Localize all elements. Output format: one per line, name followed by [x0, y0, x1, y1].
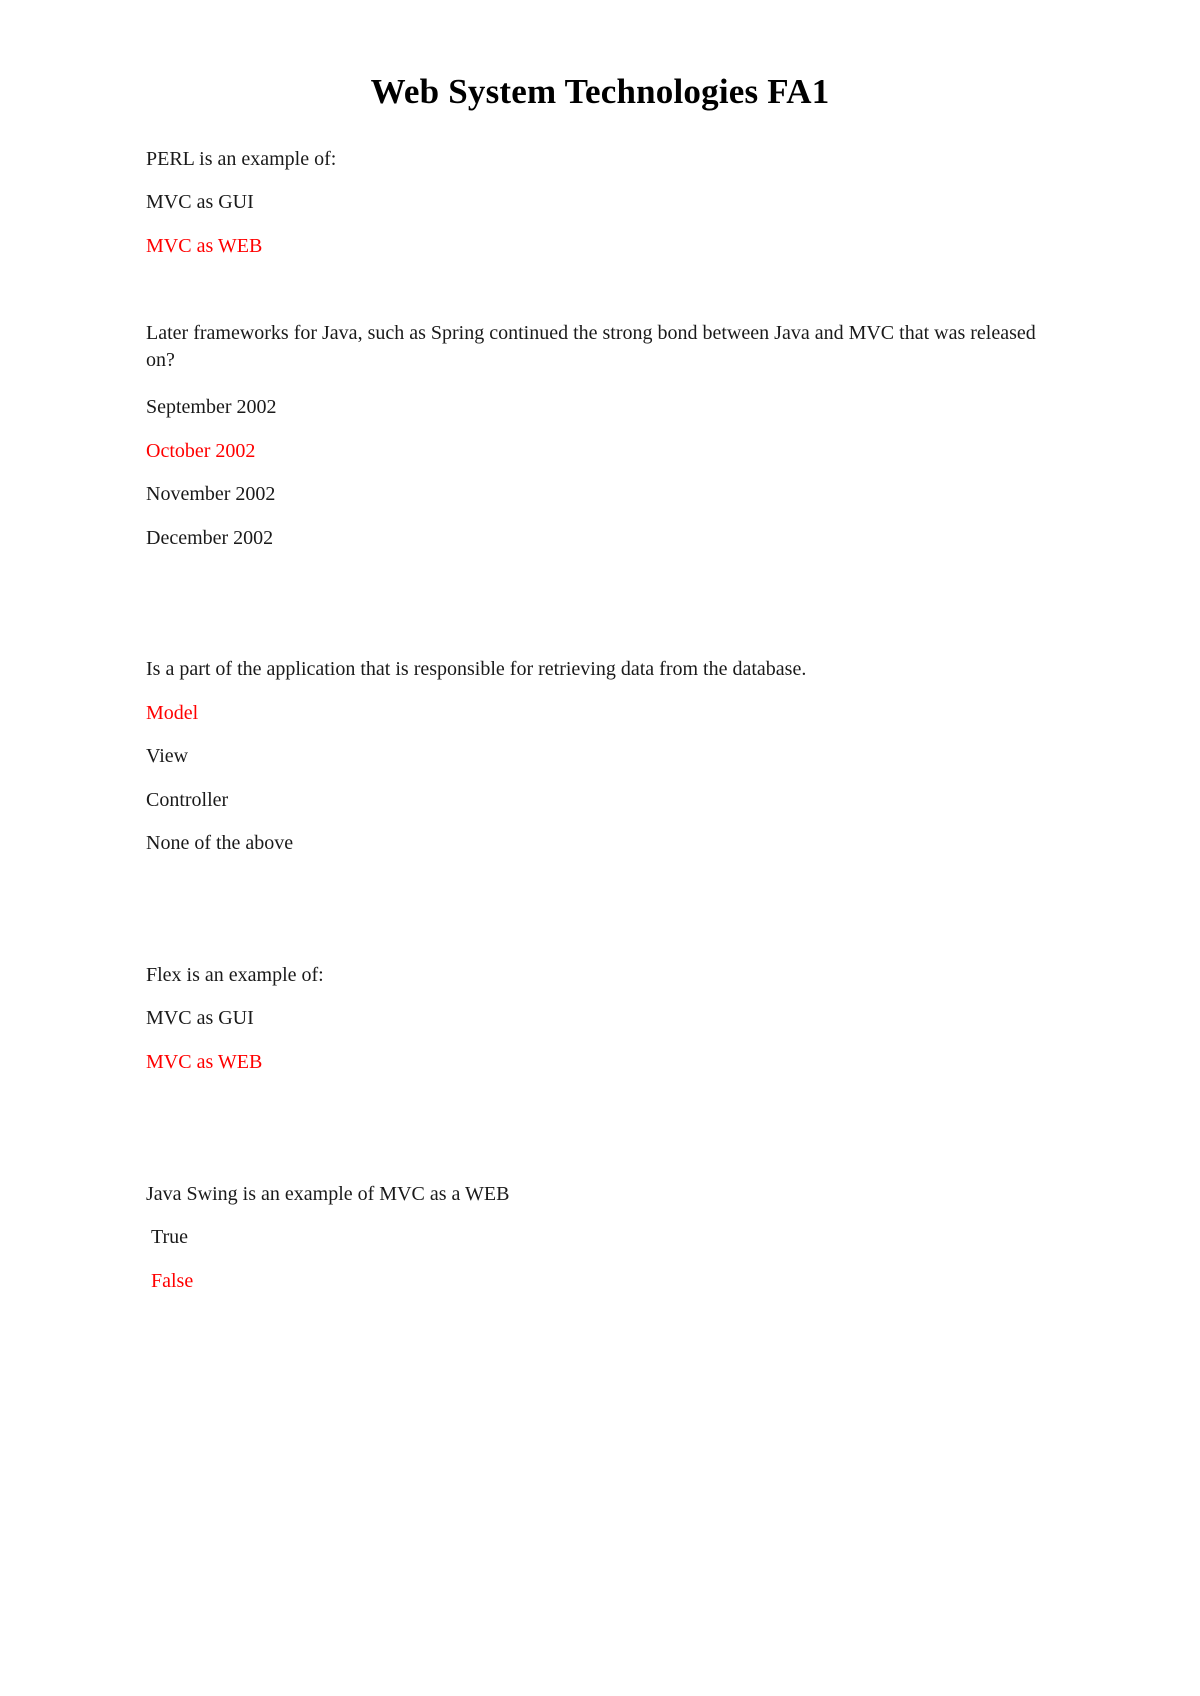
- question-3-option-1-correct: Model: [146, 702, 199, 724]
- question-2-option-1: September 2002: [146, 396, 277, 418]
- question-2-text: Later frameworks for Java, such as Spring continued the strong bond between Java and MVC that was released on?: [146, 322, 1036, 371]
- question-5-option-2-correct: False: [151, 1270, 194, 1292]
- page-title: Web System Technologies FA1: [370, 72, 830, 111]
- question-2-option-3: November 2002: [146, 483, 276, 505]
- question-1-option-1: MVC as GUI: [146, 191, 254, 213]
- question-1-text: PERL is an example of:: [146, 148, 337, 170]
- question-2-option-2-correct: October 2002: [146, 440, 256, 462]
- question-1-option-2-correct: MVC as WEB: [146, 235, 263, 257]
- question-4-text: Flex is an example of:: [146, 964, 324, 986]
- question-4-option-2-correct: MVC as WEB: [146, 1051, 263, 1073]
- question-3-text: Is a part of the application that is responsible for retrieving data from the database.: [146, 658, 807, 680]
- question-3-option-2: View: [146, 745, 189, 767]
- question-4-option-1: MVC as GUI: [146, 1007, 254, 1029]
- question-3-option-3: Controller: [146, 789, 229, 811]
- question-5-option-1: True: [151, 1226, 189, 1248]
- question-2-option-4: December 2002: [146, 527, 274, 549]
- question-3-option-4: None of the above: [146, 832, 294, 854]
- question-5-text: Java Swing is an example of MVC as a WEB: [146, 1183, 510, 1205]
